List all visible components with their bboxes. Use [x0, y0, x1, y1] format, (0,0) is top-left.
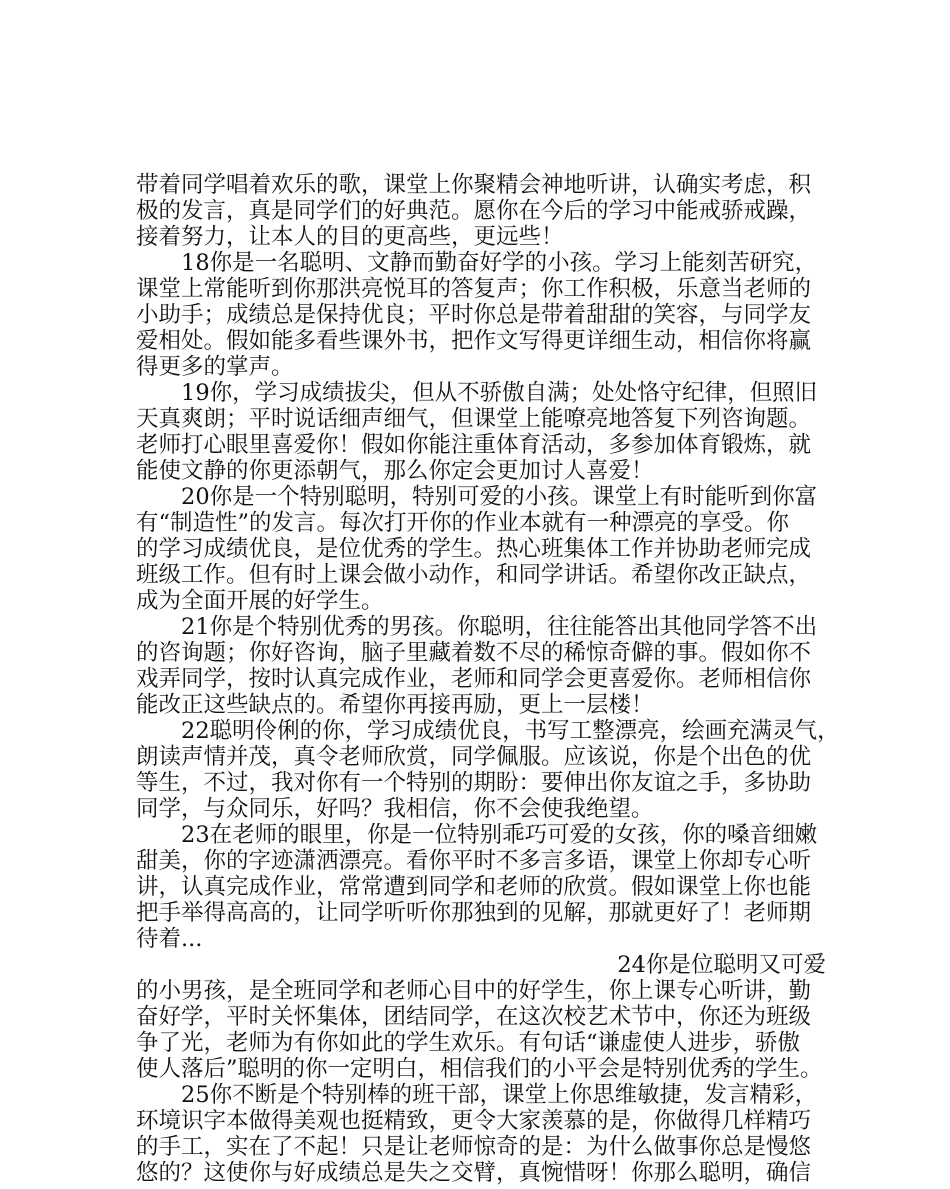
text-line: 爱相处。假如能多看些课外书，把作文写得更详细生动，相信你将赢 [136, 328, 812, 354]
text-line: 带着同学唱着欢乐的歌，课堂上你聚精会神地听讲，认确实考虑，积 [136, 172, 812, 198]
text-line: 等生，不过，我对你有一个特别的期盼：要伸出你友谊之手，多协助 [136, 770, 812, 796]
paragraph-start-25: 25你不断是个特别棒的班干部，课堂上你思维敏捷，发言精彩， [181, 1082, 818, 1108]
text-line: 甜美，你的字迹潇洒漂亮。看你平时不多言多语，课堂上你却专心听 [136, 848, 812, 874]
text-line: 班级工作。但有时上课会做小动作，和同学讲话。希望你改正缺点， [136, 562, 812, 588]
text-line: 得更多的掌声。 [136, 354, 294, 380]
text-line: 成为全面开展的好学生。 [136, 588, 384, 614]
text-line: 的小男孩，是全班同学和老师心目中的好学生，你上课专心听讲，勤 [136, 978, 812, 1004]
text-line: 的咨询题；你好咨询，脑子里藏着数不尽的稀惊奇僻的事。假如你不 [136, 640, 812, 666]
paragraph-start-19: 19你，学习成绩拔尖，但从不骄傲自满；处处恪守纪律，但照旧 [181, 380, 818, 406]
text-line: 能改正这些缺点的。希望你再接再励，更上一层楼！ [136, 692, 654, 718]
paragraph-start-21: 21你是个特别优秀的男孩。你聪明，往往能答出其他同学答不出 [181, 614, 818, 640]
paragraph-start-20: 20你是一个特别聪明，特别可爱的小孩。课堂上有时能听到你富 [181, 484, 818, 510]
paragraph-start-23: 23在老师的眼里，你是一位特别乖巧可爱的女孩，你的嗓音细嫩 [181, 822, 818, 848]
text-line: 朗读声情并茂，真令老师欣赏，同学佩服。应该说，你是个出色的优 [136, 744, 812, 770]
text-line: 天真爽朗；平时说话细声细气，但课堂上能嘹亮地答复下列咨询题。 [136, 406, 812, 432]
text-line: 的手工，实在了不起！只是让老师惊奇的是：为什么做事你总是慢悠 [136, 1134, 812, 1160]
text-line: 老师打心眼里喜爱你！假如你能注重体育活动，多参加体育锻炼，就 [136, 432, 812, 458]
text-line: 争了光，老师为有你如此的学生欢乐。有句话“谦虚使人进步，骄傲 [136, 1030, 801, 1056]
text-line: 悠的？这使你与好成绩总是失之交臂，真惋惜呀！你那么聪明，确信 [136, 1160, 812, 1186]
paragraph-start-18: 18你是一名聪明、文静而勤奋好学的小孩。学习上能刻苦研究， [181, 250, 818, 276]
paragraph-start-22: 22聪明伶俐的你，学习成绩优良，书写工整漂亮，绘画充满灵气， [181, 718, 840, 744]
text-line: 同学，与众同乐，好吗？我相信，你不会使我绝望。 [136, 796, 654, 822]
text-line: 能使文静的你更添朝气，那么你定会更加讨人喜爱！ [136, 458, 654, 484]
text-line: 课堂上常能听到你那洪亮悦耳的答复声；你工作积极，乐意当老师的 [136, 276, 812, 302]
text-line: 极的发言，真是同学们的好典范。愿你在今后的学习中能戒骄戒躁， [136, 198, 812, 224]
text-line: 的学习成绩优良，是位优秀的学生。热心班集体工作并协助老师完成 [136, 536, 812, 562]
text-line: 讲，认真完成作业，常常遭到同学和老师的欣赏。假如课堂上你也能 [136, 874, 812, 900]
paragraph-start-24: 24你是位聪明又可爱 [617, 952, 826, 978]
text-line: 待着... [136, 926, 203, 952]
text-line: 环境识字本做得美观也挺精致，更令大家羡慕的是，你做得几样精巧 [136, 1108, 812, 1134]
text-line: 戏弄同学，按时认真完成作业，老师和同学会更喜爱你。老师相信你 [136, 666, 812, 692]
document-page [136, 172, 840, 1186]
text-line: 有“制造性”的发言。每次打开你的作业本就有一种漂亮的享受。你 [136, 510, 790, 536]
text-line: 奋好学，平时关怀集体，团结同学，在这次校艺术节中，你还为班级 [136, 1004, 812, 1030]
text-line: 小助手；成绩总是保持优良；平时你总是带着甜甜的笑容，与同学友 [136, 302, 812, 328]
text-line: 使人落后”聪明的你一定明白，相信我们的小平会是特别优秀的学生。 [136, 1056, 823, 1082]
text-line: 把手举得高高的，让同学听听你那独到的见解，那就更好了！老师期 [136, 900, 812, 926]
text-line: 接着努力，让本人的目的更高些，更远些！ [136, 224, 564, 250]
